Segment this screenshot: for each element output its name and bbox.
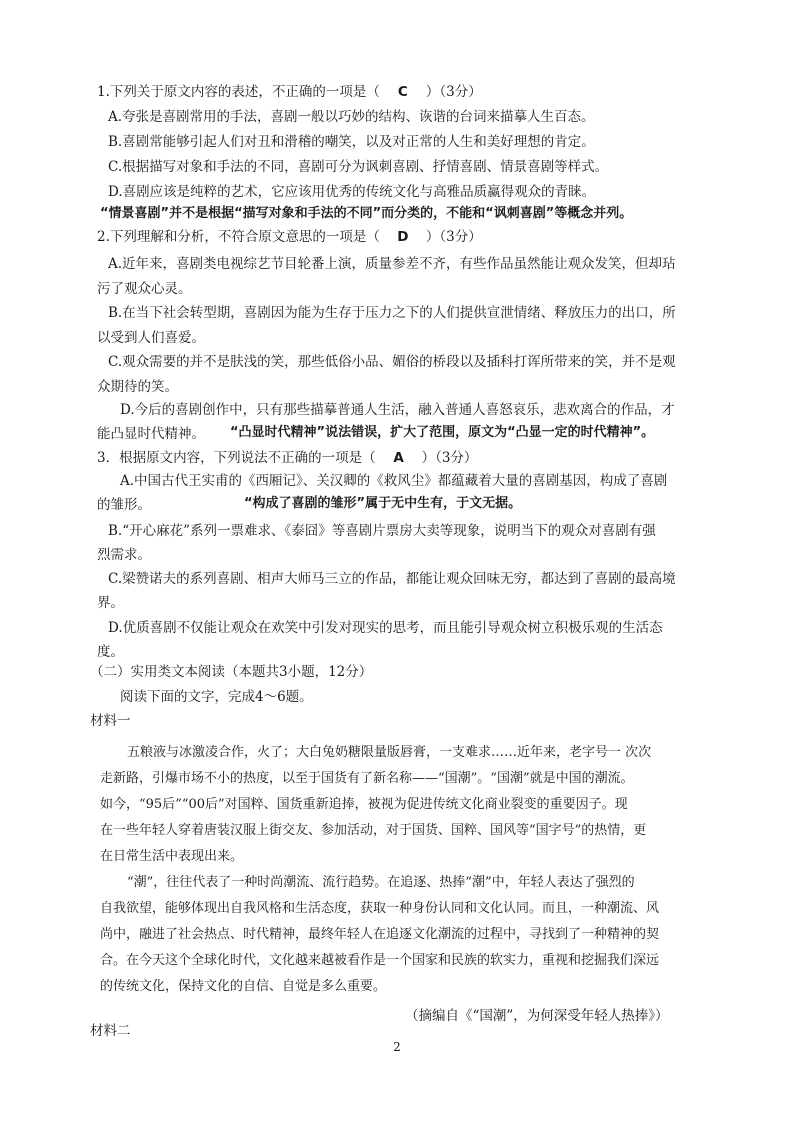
q2-explanation: “凸显时代精神”说法错误，扩大了范围，原文为“凸显一定的时代精神”。 [230,425,655,440]
q1-score: ）（3分） [425,84,482,100]
q1-option-a: A.夸张是喜剧常用的手法，喜剧一般以巧妙的结构、诙谐的台词来描摹人生百态。 [108,109,595,125]
q1-explanation: “情景喜剧”并不是根据“描写对象和手法的不同”而分类的，不能和“讽刺喜剧”等概念并列。 [100,206,633,221]
page-number: 2 [393,1040,401,1054]
q2-option-b-line1: B.在当下社会转型期，喜剧因为能为生存于压力之下的人们提供宣泄情绪、释放压力的出口，所 [108,305,676,321]
q3-option-d-line1: D.优质喜剧不仅能让观众在欢笑中引发对现实的思考，而且能引导观众树立积极乐观的生活态 [108,620,663,636]
q3-option-c-line1: C.梁赞诺夫的系列喜剧、相声大师马三立的作品，都能让观众回味无穷，都达到了喜剧的最高境 [108,571,676,587]
q2-option-a-line1: A.近年来，喜剧类电视综艺节目轮番上演，质量参差不齐，有些作品虽然能让观众发笑，但却玷 [108,256,676,272]
q3-option-a-line1: A.中国古代王实甫的《西厢记》、关汉卿的《救风尘》都蕴藏着大量的喜剧基因，构成了喜剧 [120,473,668,489]
material-one-p2-line3: 尚中，融进了社会热点、时代精神，最终年轻人在追逐文化潮流的过程中，寻找到了一种精神的契 [100,927,660,942]
q2-stem-text: 2.下列理解和分析，不符合原文意思的一项是（ [97,229,380,245]
material-one-p1-line5: 在日常生活中表现出来。 [100,849,244,864]
q3-option-b-line1: B.“开心麻花”系列一票难求、《泰囧》等喜剧片票房大卖等现象，说明当下的观众对喜剧有强 [108,523,656,539]
source-citation: （摘编自《“国潮”，为何深受年轻人热捧》） [405,1008,669,1024]
material-one-p2-line2: 自我欲望，能够体现出自我风格和生活态度，获取一种身份认同和文化认同。而且，一种潮流、风 [100,901,660,916]
q2-option-d-line1: D.今后的喜剧创作中，只有那些描摹普通人生活，融入普通人喜怒哀乐，悲欢离合的作品，才 [120,402,675,418]
q3-score: ）（3分） [421,450,478,466]
material-one-p1-line1: 五粮液与冰激凌合作，火了；大白兔奶糖限量版唇膏，一支难求……近年来，老字号一 次次 [127,745,652,760]
material-one-p2-line5: 的传统文化，保持文化的自信、自觉是多么重要。 [100,979,387,994]
q1-stem-text: 1.下列关于原文内容的表述，不正确的一项是（ [97,84,380,100]
q2-option-c-line2: 众期待的笑。 [97,379,178,395]
q3-stem [97,449,477,467]
q1-answer: C [397,84,408,100]
q1-option-d: D.喜剧应该是纯粹的艺术，它应该用优秀的传统文化与高雅品质赢得观众的青睐。 [108,184,596,200]
material-one-p1-line3: 如今，“95后”“00后”对国粹、国货重新追捧，被视为促进传统文化商业裂变的重要因子。现 [100,797,628,812]
q3-stem-text: 3．根据原文内容，下列说法不正确的一项是（ [97,450,376,466]
material-one-p2-line1: “潮”，往往代表了一种时尚潮流、流行趋势。在追逐、热捧“潮”中，年轻人表达了强烈的 [127,875,635,890]
q2-option-a-line2: 污了观众心灵。 [97,281,192,297]
q1-stem [97,83,482,101]
q2-option-d-line2: 能凸显时代精神。 [97,426,205,442]
q1-option-b: B.喜剧常能够引起人们对丑和滑稽的嘲笑，以及对正常的人生和美好理想的肯定。 [108,134,595,150]
section-heading: （二）实用类文本阅读（本题共3小题，12分） [90,664,373,680]
q3-option-d-line2: 度。 [97,644,124,660]
material-two-label: 材料二 [90,1023,131,1039]
section-instruction: 阅读下面的文字，完成4～6题。 [120,689,313,705]
q3-answer: A [393,450,404,466]
q3-option-a-line2: 的雏形。 [97,497,151,513]
q2-score: ）（3分） [425,229,482,245]
q2-answer: D [397,229,409,245]
q3-option-c-line2: 界。 [97,595,124,611]
material-one-p1-line4: 在一些年轻人穿着唐装汉服上街交友、参加活动，对于国货、国粹、国风等“国字号”的热情，更 [100,823,647,838]
q1-option-c: C.根据描写对象和手法的不同，喜剧可分为讽刺喜剧、抒情喜剧、情景喜剧等样式。 [108,159,609,175]
material-one-p2-line4: 合。在今天这个全球化时代，文化越来越被看作是一个国家和民族的软实力，重视和挖掘我们深远 [100,953,660,968]
material-one-p1-line2: 走新路，引爆市场不小的热度，以至于国货有了新名称——“国潮”。“国潮”就是中国的潮流。 [100,771,634,786]
q2-option-c-line1: C.观众需要的并不是肤浅的笑，那些低俗小品、媚俗的桥段以及插科打诨所带来的笑，并不是观 [108,354,676,370]
q2-stem [97,228,482,246]
q3-option-b-line2: 烈需求。 [97,547,151,563]
q2-option-b-line2: 以受到人们喜爱。 [97,330,205,346]
q3-explanation: “构成了喜剧的雏形”属于无中生有，于文无据。 [244,496,522,511]
material-one-label: 材料一 [90,713,131,729]
